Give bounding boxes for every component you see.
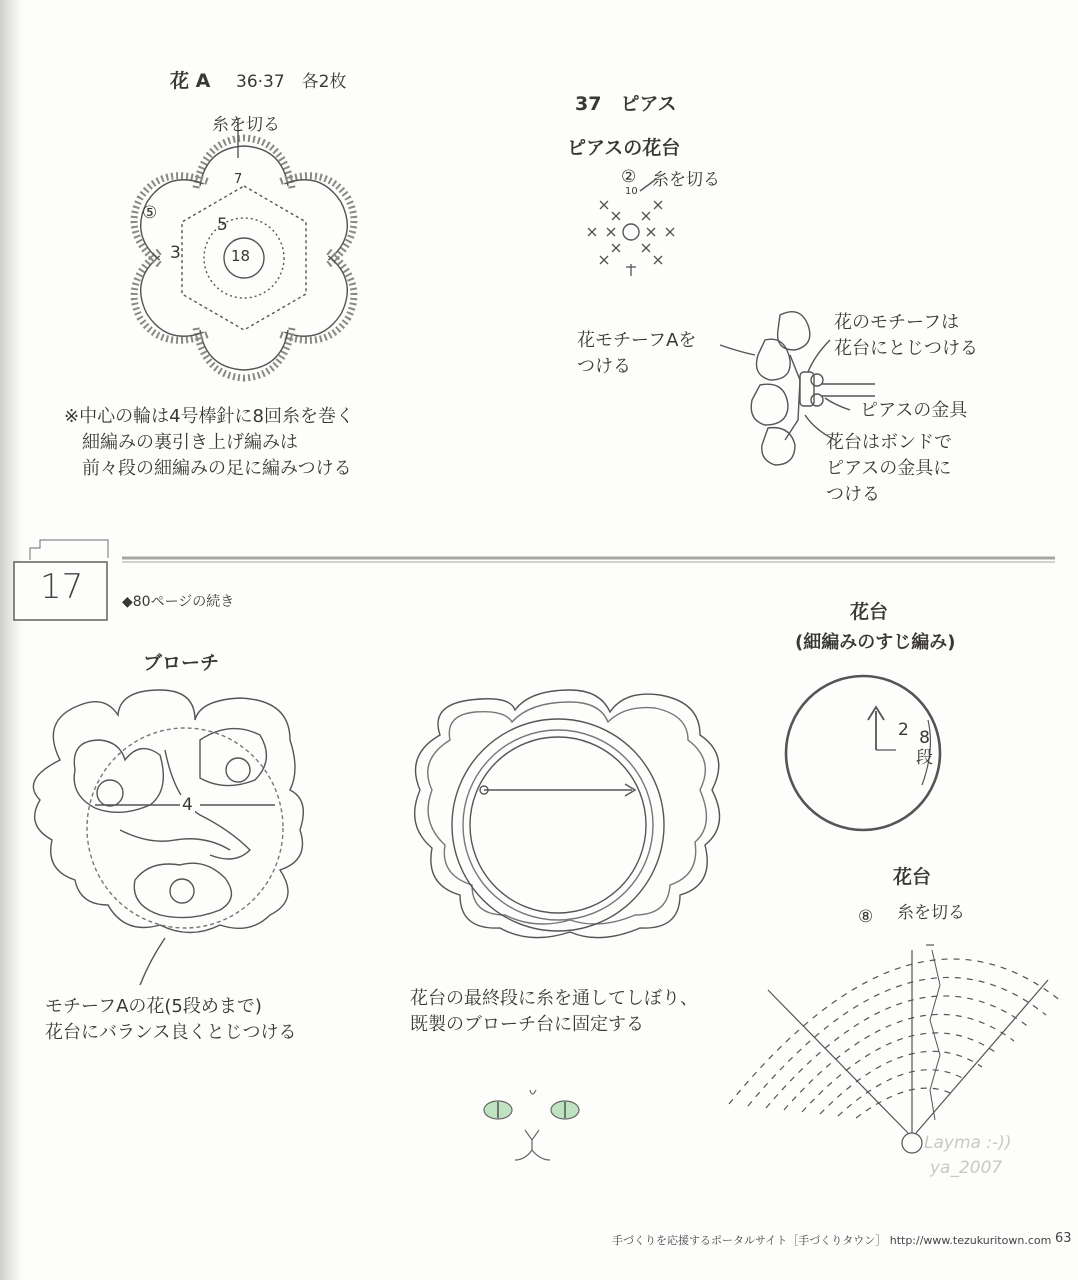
petal [281, 156, 372, 264]
cat-doodle [484, 1090, 579, 1160]
earring-sew-note: 花のモチーフは 花台にとじつける [834, 312, 978, 359]
flower-a-title: 花 A [170, 70, 211, 92]
brooch-front [33, 690, 303, 985]
base-stitch-count: 2 [898, 720, 909, 740]
flower-a-note: ※中心の輪は4号棒針に8回糸を巻く 細編みの裏引き上げ編みは 前々段の細編みの足に編みつける [64, 406, 354, 479]
base-title: 花台 [850, 601, 889, 623]
flower-a-cut-yarn: 糸を切る [212, 115, 280, 135]
brooch-back [415, 690, 720, 938]
chart-round-label: ⑧ [858, 907, 874, 927]
earring-cut-yarn: 糸を切る [652, 170, 720, 190]
chart-title: 花台 [893, 866, 932, 888]
flower-a-subtitle: 36·37 各2枚 [236, 72, 347, 92]
petal [116, 251, 207, 359]
earring-title: 37 ピアス [575, 93, 677, 115]
base-fan-chart [729, 945, 1062, 1153]
continued-note: ◆80ページの続き [122, 594, 235, 610]
watermark-line2: ya_2007 [930, 1158, 1003, 1178]
brooch-flower-count: 4 [182, 795, 193, 815]
flower-a-round-5-label: ⑤ [142, 203, 158, 223]
page-number: 63 [1055, 1231, 1072, 1246]
earring-base-title: ピアスの花台 [567, 137, 681, 159]
earring-attach-note: 花モチーフAを つける [577, 330, 697, 377]
flower-a-center-count: 18 [231, 247, 251, 265]
petal [281, 251, 372, 359]
earring-base-round: ② [621, 167, 637, 187]
petal [196, 328, 292, 378]
base-round-count: 8 段 [916, 728, 933, 768]
earring-bond-note: 花台はボンドで ピアスの金具に つける [826, 432, 952, 505]
petal [196, 138, 292, 188]
earring-metal-label: ピアスの金具 [860, 400, 968, 421]
watermark-line1: Layma :-)) [924, 1133, 1012, 1153]
chart-cut-yarn: 糸を切る [897, 903, 965, 923]
earring-base-top-count: 10 [625, 186, 638, 197]
base-finish-note: 花台の最終段に糸を通してしぼり、 既製のブローチ台に固定する [410, 988, 698, 1035]
flower-a-round-5-inner-label: 5 [217, 215, 228, 235]
section-number: 17 [40, 567, 84, 607]
motif-note: モチーフAの花(5段めまで) 花台にバランス良くとじつける [45, 996, 297, 1043]
footer-site: 手づくりを応援するポータルサイト［手づくりタウン］ http://www.tezukuritown.com [612, 1234, 1052, 1247]
brooch-title: ブローチ [143, 652, 220, 674]
flower-a-round-7-label: 7 [234, 172, 243, 187]
flower-a-round-3-label: 3 [170, 243, 181, 263]
base-subtitle: (細編みのすじ編み) [795, 632, 956, 653]
petal [116, 156, 207, 264]
